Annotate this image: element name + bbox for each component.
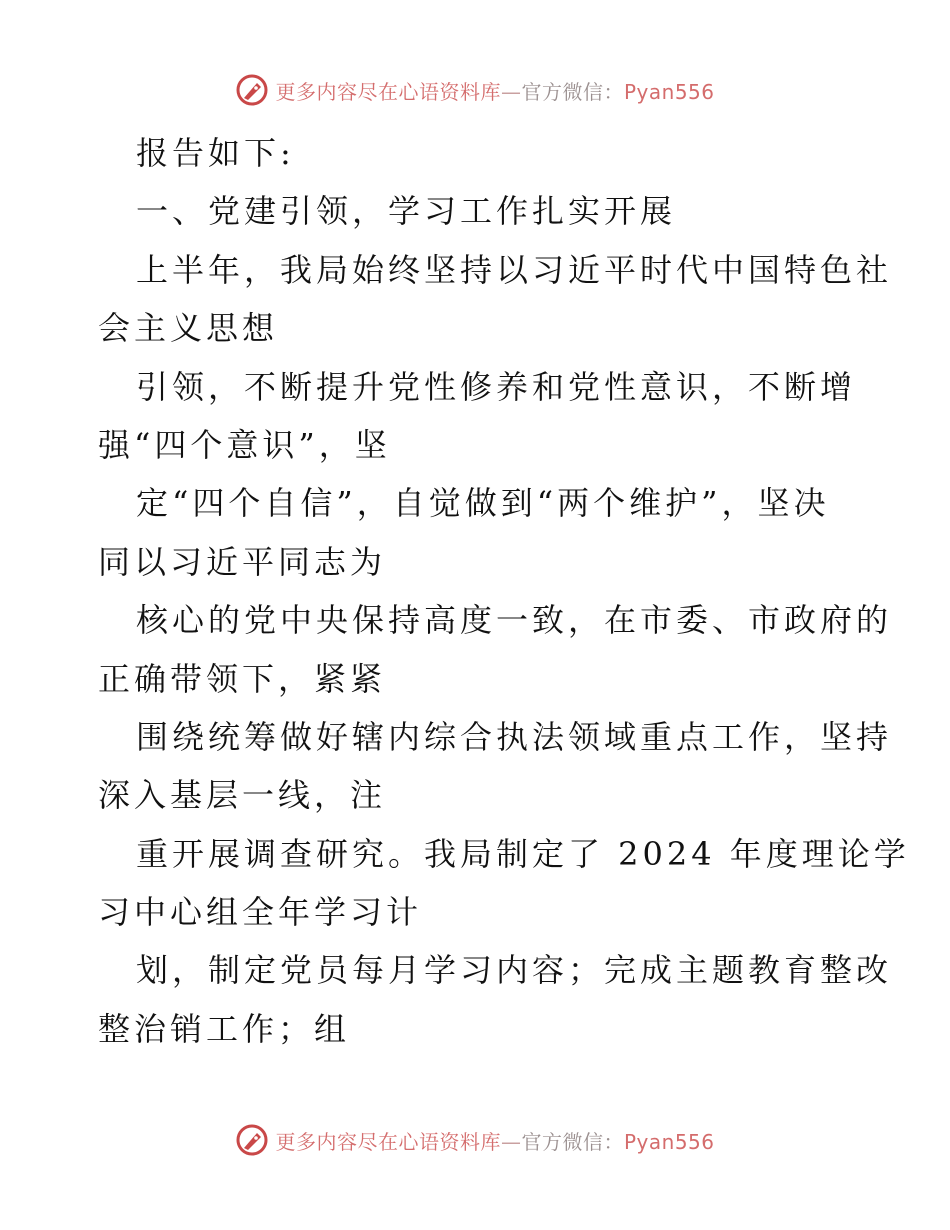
watermark-separator: — [500,79,522,104]
pen-nib-circle-logo-icon [235,73,269,107]
text-line: 划，制定党员每月学习内容；完成主题教育整改 [136,951,893,990]
text-line: 深入基层一线，注 [98,776,387,815]
text-line: 一、党建引领，学习工作扎实开展 [136,192,677,231]
text-line: 正确带领下，紧紧 [98,659,387,698]
text-line: 强“四个意识”，坚 [98,425,391,464]
watermark-text [275,1126,714,1155]
text-line: 上半年，我局始终坚持以习近平时代中国特色社 [136,250,893,289]
header-watermark [0,70,950,110]
text-line: 重开展调查研究。我局制定了 2024 年度理论学 [136,834,910,873]
watermark-site: 更多内容尽在心语资料库 [275,1129,501,1154]
watermark-site: 更多内容尽在心语资料库 [275,79,501,104]
text-line: 定“四个自信”，自觉做到“两个维护”，坚决 [136,484,830,523]
watermark-wechat-id: Pyan556 [623,1129,715,1154]
text-line: 会主义思想 [98,309,279,348]
footer-watermark [0,1120,950,1160]
text-line: 同以习近平同志为 [98,542,387,581]
text-line: 核心的党中央保持高度一致，在市委、市政府的 [136,601,893,640]
text-line: 整治销工作；组 [98,1009,351,1048]
text-line: 报告如下: [136,134,295,172]
watermark-text [275,76,714,105]
document-body [98,124,910,1058]
pen-nib-circle-logo-icon [235,1123,269,1157]
text-line: 引领，不断提升党性修养和党性意识，不断增 [136,367,857,406]
watermark-wechat-label: 官方微信： [521,1129,624,1154]
watermark-wechat-id: Pyan556 [623,79,715,104]
watermark-wechat-label: 官方微信： [521,79,624,104]
watermark-separator: — [500,1129,522,1154]
text-line: 习中心组全年学习计 [98,893,423,932]
text-line: 围绕统筹做好辖内综合执法领域重点工作，坚持 [136,717,893,756]
